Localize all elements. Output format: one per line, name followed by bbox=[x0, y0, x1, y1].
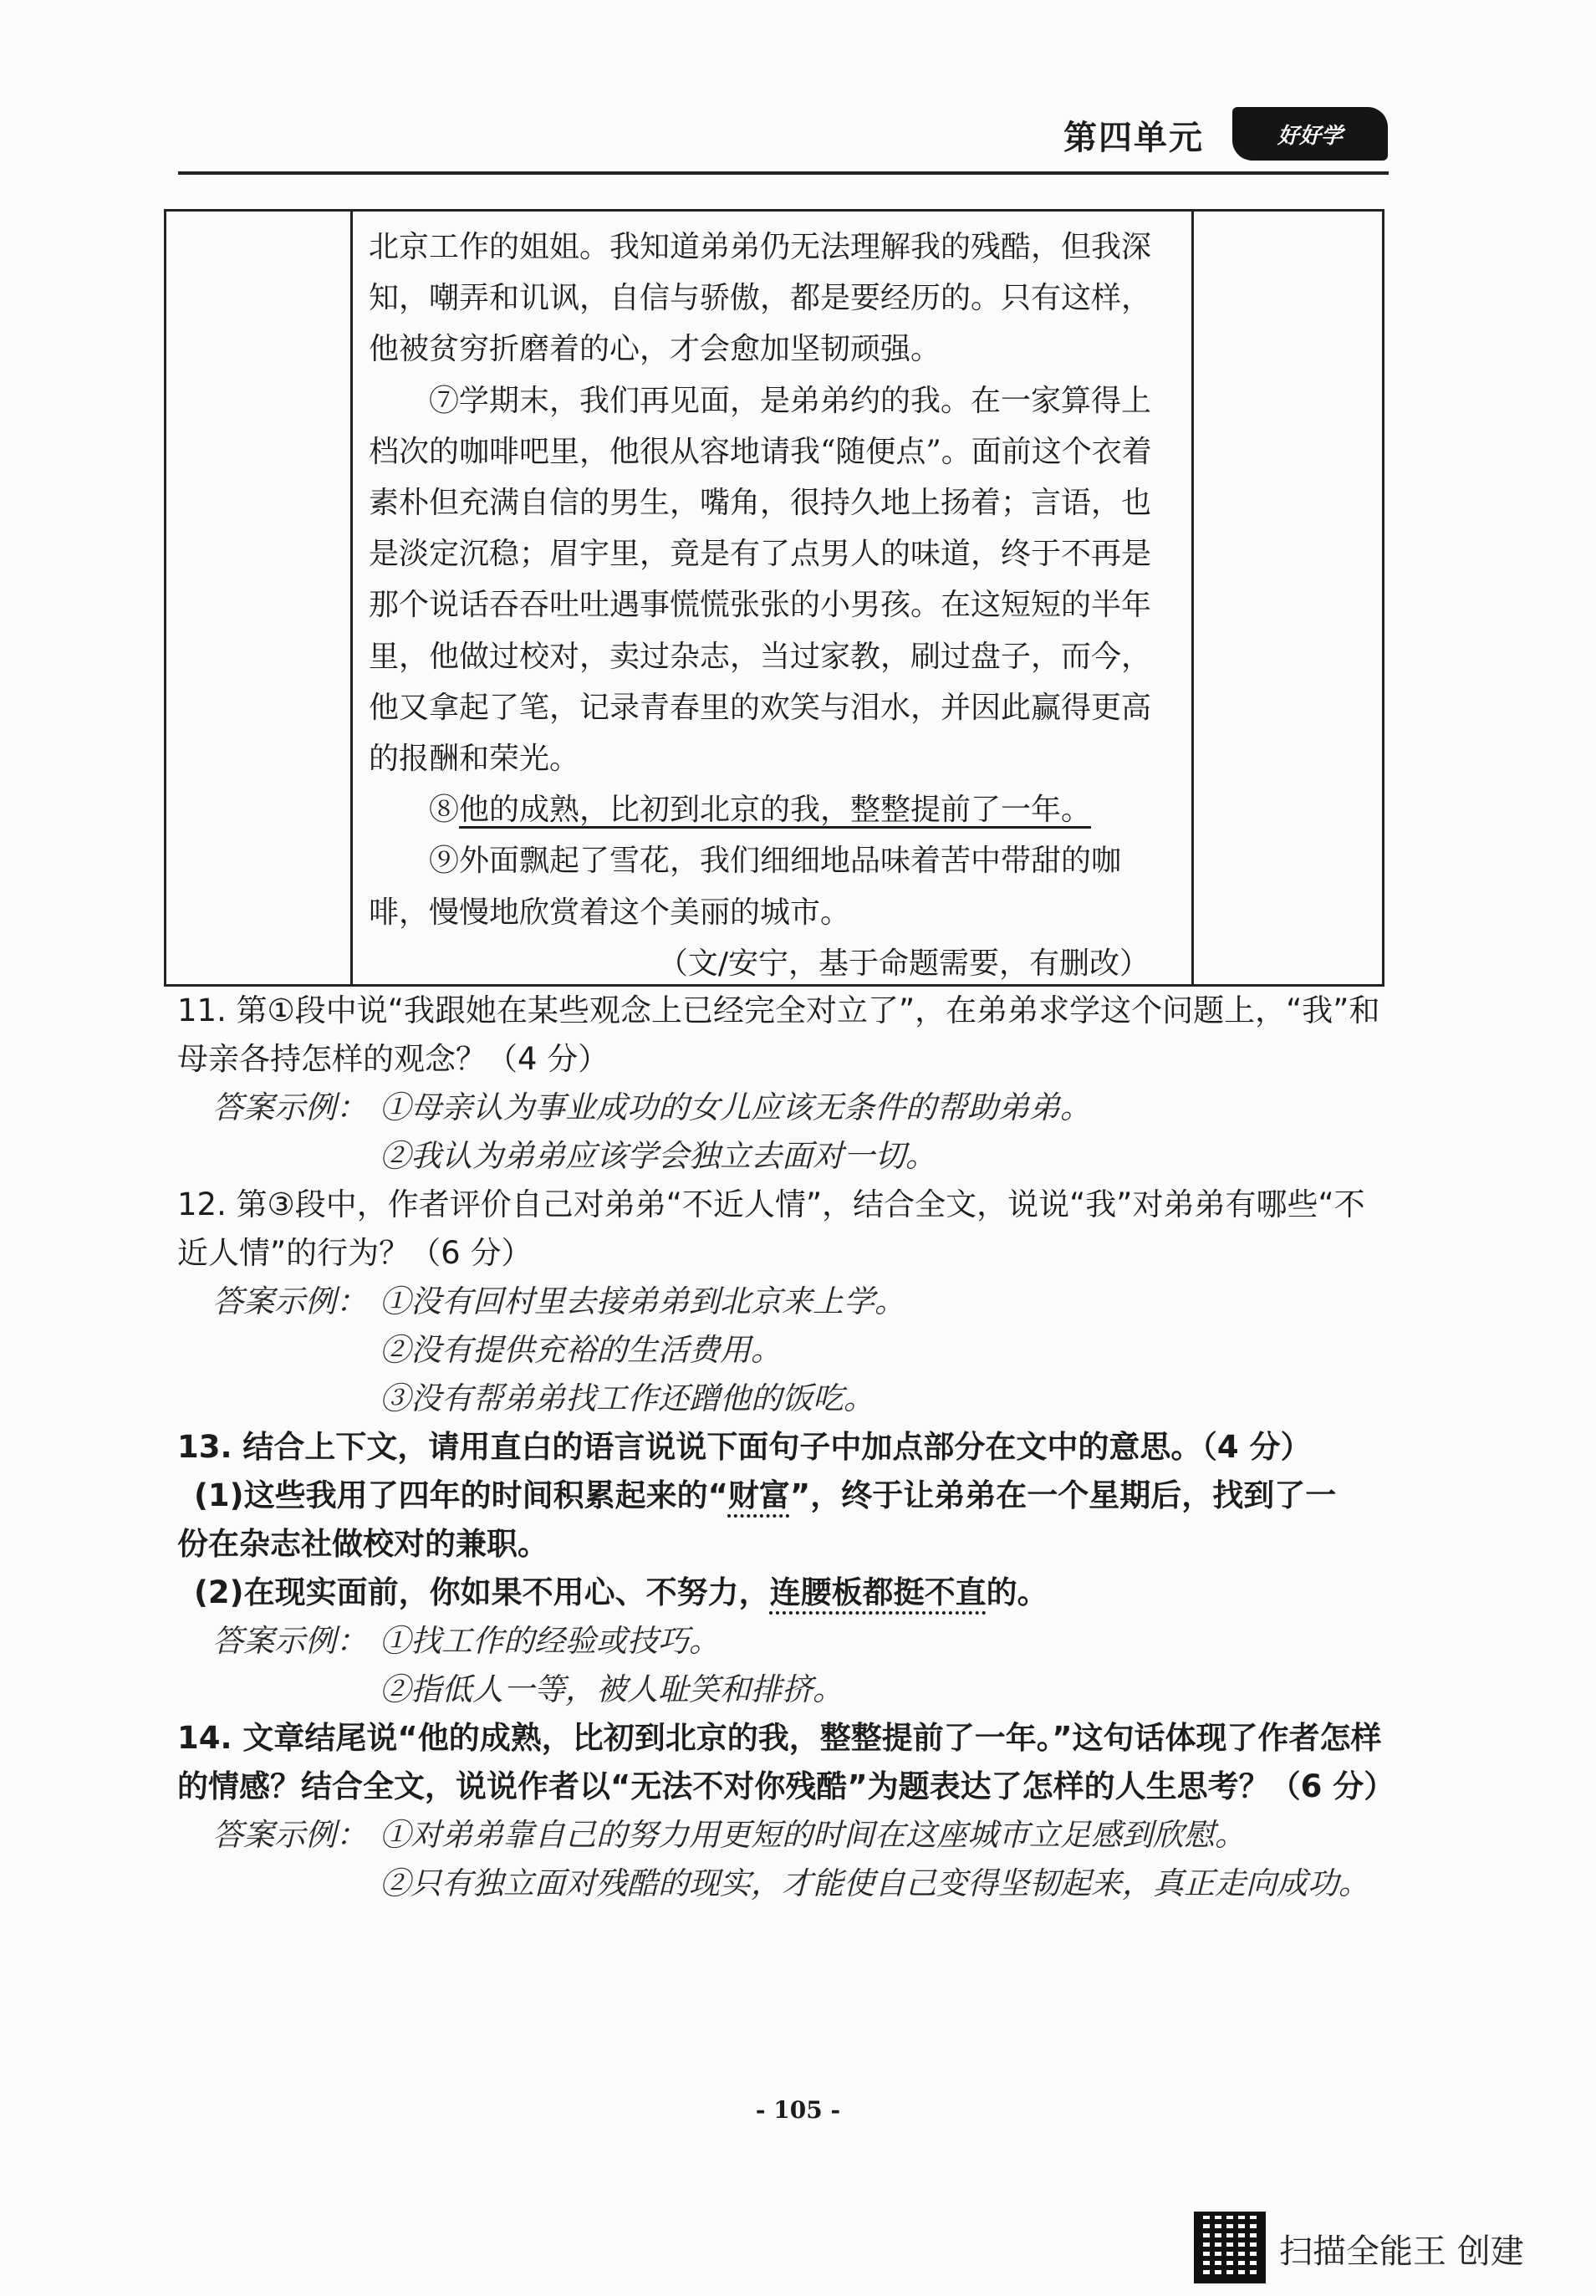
question-13-sub-1-continued: 份在杂志社做校对的兼职。 bbox=[177, 1526, 548, 1562]
answer-label: 答案示例： bbox=[212, 1623, 367, 1659]
question-13-stem: 13. 结合上下文，请用直白的语言说说下面句子中加点部分在文中的意思。（4 分） bbox=[177, 1429, 1312, 1465]
question-13-answer-1: 答案示例： ①找工作的经验或技巧。 bbox=[177, 1617, 1389, 1666]
answer-label: 答案示例： bbox=[212, 1089, 367, 1125]
header-divider bbox=[178, 171, 1389, 175]
answer-label: 答案示例： bbox=[212, 1283, 367, 1319]
question-14-answer-1: 答案示例： ①对弟弟靠自己的努力用更短的时间在这座城市立足感到欣慰。 bbox=[177, 1811, 1389, 1860]
unit-title: 第四单元 bbox=[1063, 119, 1204, 157]
qr-code-icon bbox=[1194, 2212, 1266, 2283]
dotted-phrase: 连腰板都挺不直 bbox=[769, 1574, 987, 1610]
reading-passage bbox=[369, 222, 1180, 989]
passage-source: （文/安宁，基于命题需要，有删改） bbox=[657, 946, 1150, 981]
question-11-answer-1: 答案示例： ①母亲认为事业成功的女儿应该无条件的帮助弟弟。 bbox=[177, 1084, 1389, 1132]
question-13-sub-2: (2)在现实面前，你如果不用心、不努力，连腰板都挺不直的。 bbox=[194, 1574, 1048, 1610]
passage-paragraph-7: ⑦学期末，我们再见面，是弟弟约的我。在一家算得上档次的咖啡吧里，他很从容地请我“随便点”。面前这个衣着素朴但充满自信的男生，嘴角，很持久地上扬着；言语，也是淡定沉稳；眉宇里，竟是有了点男人的味道，终于不再是那个说话吞吞吐吐遇事慌慌张张的小男孩。在这短短的半年里，他做过校对，卖过杂志，当过家教，刷过盘子，而今，他又拿起了笔，记录青春里的欢笑与泪水，并因此赢得更高的报酬和荣光。 bbox=[369, 383, 1152, 777]
question-11-stem: 11. 第①段中说“我跟她在某些观念上已经完全对立了”，在弟弟求学这个问题上，“我”和母亲各持怎样的观念？（4 分） bbox=[177, 992, 1380, 1077]
question-12-answer-2: ②没有提供充裕的生活费用。 bbox=[380, 1332, 782, 1368]
question-12-answer-3: ③没有帮弟弟找工作还蹭他的饭吃。 bbox=[380, 1380, 874, 1416]
question-13-sub-1: (1)这些我用了四年的时间积累起来的“财富”，终于让弟弟在一个星期后，找到了一 bbox=[194, 1477, 1337, 1513]
right-margin-line bbox=[1191, 212, 1194, 984]
dotted-phrase: 财富 bbox=[727, 1477, 790, 1513]
question-12-answer-1: 答案示例： ①没有回村里去接弟弟到北京来上学。 bbox=[177, 1278, 1389, 1326]
page-number: - 105 - bbox=[755, 2096, 841, 2124]
reading-passage-box bbox=[164, 209, 1384, 987]
question-14-answer-2: ②只有独立面对残酷的现实，才能使自己变得坚韧起来，真正走向成功。 bbox=[380, 1865, 1369, 1901]
question-13-answer-2: ②指低人一等，被人耻笑和排挤。 bbox=[380, 1671, 844, 1707]
passage-paragraph-6-continued: 北京工作的姐姐。我知道弟弟仍无法理解我的残酷，但我深知，嘲弄和讥讽，自信与骄傲，都是要经历的。只有这样，他被贫穷折磨着的心，才会愈加坚韧顽强。 bbox=[369, 230, 1152, 367]
scanner-watermark: 扫描全能王 创建 bbox=[1279, 2232, 1524, 2271]
question-11-answer-2: ②我认为弟弟应该学会独立去面对一切。 bbox=[380, 1138, 936, 1174]
passage-paragraph-9: ⑨外面飘起了雪花，我们细细地品味着苦中带甜的咖啡，慢慢地欣赏着这个美丽的城市。 bbox=[369, 844, 1122, 930]
question-12-stem: 12. 第③段中，作者评价自己对弟弟“不近人情”，结合全文，说说“我”对弟弟有哪些“不近人情”的行为？（6 分） bbox=[177, 1186, 1365, 1271]
questions-section bbox=[177, 987, 1395, 1908]
underlined-sentence: 他的成熟，比初到北京的我，整整提前了一年。 bbox=[459, 793, 1092, 828]
answer-label: 答案示例： bbox=[212, 1817, 367, 1853]
left-margin-line bbox=[350, 212, 353, 984]
question-14-stem: 14. 文章结尾说“他的成熟，比初到北京的我，整整提前了一年。”这句话体现了作者怎样的情感？结合全文，说说作者以“无法不对你残酷”为题表达了怎样的人生思考？（6 分） bbox=[177, 1720, 1395, 1804]
brand-logo: 好好学 bbox=[1232, 107, 1388, 161]
paragraph-8-number: ⑧ bbox=[429, 793, 460, 828]
passage-paragraph-8 bbox=[369, 784, 1180, 835]
